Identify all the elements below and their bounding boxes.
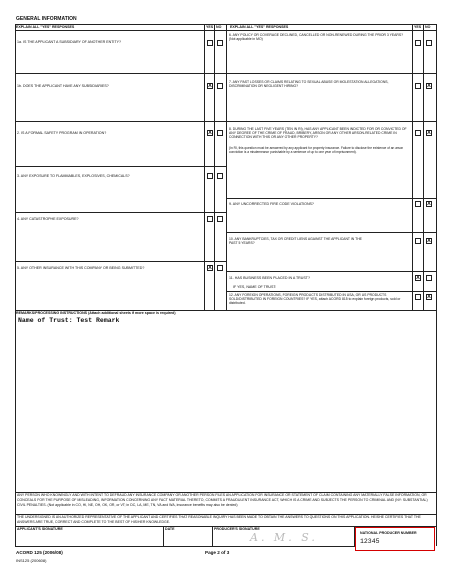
- left-column-header: EXPLAIN ALL "YES" RESPONSES: [16, 25, 75, 29]
- q7-yes-checkbox[interactable]: [415, 83, 421, 89]
- certification-text: THE UNDERSIGNED IS AN AUTHORIZED REPRESENTATIVE OF THE APPLICANT AND CERTIFIES THAT REASONABLE INQUIRY HAS BEEN MADE TO OBTAIN THE ANSWERS TO QUESTIONS ON THIS APPLICATION. HE/SHE CERTIFIES THAT THE ANSWERS ARE TRUE, CORRECT AND COMPLETE TO THE BEST OF HIS/HER KNOWLEDGE.: [17, 515, 421, 524]
- question-6: 6. ANY POLICY OR COVERAGE DECLINED, CANCELLED OR NON-RENEWED DURING THE PRIOR 3 YEARS? (Not applicable in MO): [229, 33, 404, 42]
- no-header-right: NO: [425, 25, 431, 29]
- q3-no-checkbox[interactable]: [217, 173, 223, 179]
- q4-no-checkbox[interactable]: [217, 216, 223, 222]
- q2-no-checkbox[interactable]: [217, 130, 223, 136]
- national-producer-number[interactable]: 12345: [360, 538, 380, 545]
- q5-yes-checkbox[interactable]: [207, 265, 213, 271]
- yes-header-right: YES: [414, 25, 422, 29]
- q3-yes-checkbox[interactable]: [207, 173, 213, 179]
- question-10: 10. ANY BANKRUPTCIES, TAX OR CREDIT LIENS AGAINST THE APPLICANT IN THE PAST 5 YEARS?: [229, 237, 362, 246]
- remarks-label: REMARKS/PROCESSING INSTRUCTIONS (Attach additional sheets if more space is required): [16, 311, 176, 315]
- applicant-signature-label: APPLICANT'S SIGNATURE: [17, 527, 63, 531]
- date-label: DATE: [165, 527, 175, 531]
- trust-name-label: IF YES, NAME OF TRUST:: [233, 285, 277, 289]
- q9-yes-checkbox[interactable]: [415, 201, 421, 207]
- q1a-yes-checkbox[interactable]: [207, 40, 213, 46]
- q1a-no-checkbox[interactable]: [217, 40, 223, 46]
- question-12: 12. ANY FOREIGN OPERATIONS, FOREIGN PRODUCTS DISTRIBUTED IN USA, OR US PRODUCTS SOLD/DISTRIBUTED IN FOREIGN COUNTRIES? IF YES, attach ACORD 815 to explain foreign products, sold or distributed.: [229, 293, 401, 306]
- producer-signature: A. M. S.: [250, 531, 318, 544]
- remarks-value[interactable]: Name of Trust: Test Remark: [18, 317, 120, 324]
- q12-no-checkbox[interactable]: [426, 294, 432, 300]
- q2-yes-checkbox[interactable]: [207, 130, 213, 136]
- national-producer-number-label: NATIONAL PRODUCER NUMBER: [360, 531, 417, 535]
- question-1b: 1b. DOES THE APPLICANT HAVE ANY SUBSIDIARIES?: [17, 84, 109, 88]
- q4-yes-checkbox[interactable]: [207, 216, 213, 222]
- form-id: ACORD 125 (2006/08): [16, 550, 63, 555]
- q12-yes-checkbox[interactable]: [415, 294, 421, 300]
- page-number: Page 2 of 3: [205, 550, 230, 555]
- question-8-note: (In RI, this question must be answered by any applicant for property insurance. Failure to disclose the existence of an arson conviction is a misdemeanor punishable by a sentence of up to one year of imprisonment).: [229, 146, 404, 155]
- q1b-yes-checkbox[interactable]: [207, 83, 213, 89]
- question-7: 7. ANY PAST LOSSES OR CLAIMS RELATING TO SEXUAL ABUSE OR MOLESTATION ALLEGATIONS, DISCRIMINATION OR NEGLIGENT HIRING?: [229, 80, 389, 89]
- question-11: 11. HAS BUSINESS BEEN PLACED IN A TRUST?: [229, 276, 310, 280]
- form-code: INS125 (200608): [16, 558, 47, 563]
- question-9: 9. ANY UNCORRECTED FIRE CODE VIOLATIONS?: [229, 202, 314, 206]
- q9-no-checkbox[interactable]: [426, 201, 432, 207]
- q10-yes-checkbox[interactable]: [415, 238, 421, 244]
- q6-yes-checkbox[interactable]: [415, 40, 421, 46]
- q10-no-checkbox[interactable]: [426, 238, 432, 244]
- producer-signature-label: PRODUCER'S SIGNATURE: [214, 527, 260, 531]
- question-5: 5. ANY OTHER INSURANCE WITH THIS COMPANY OR BEING SUBMITTED?: [17, 266, 145, 270]
- no-header-left: NO: [216, 25, 222, 29]
- q8-no-checkbox[interactable]: [426, 130, 432, 136]
- right-column-header: EXPLAIN ALL "YES" RESPONSES: [230, 25, 289, 29]
- section-title: GENERAL INFORMATION: [16, 16, 77, 22]
- q6-no-checkbox[interactable]: [426, 40, 432, 46]
- question-2: 2. IS A FORMAL SAFETY PROGRAM IN OPERATION?: [17, 131, 107, 135]
- q1b-no-checkbox[interactable]: [217, 83, 223, 89]
- q11-no-checkbox[interactable]: [426, 275, 432, 281]
- question-1a: 1a. IS THE APPLICANT A SUBSIDIARY OF ANOTHER ENTITY?: [17, 40, 121, 44]
- fraud-notice: ANY PERSON WHO KNOWINGLY AND WITH INTENT TO DEFRAUD ANY INSURANCE COMPANY OR ANOTHER PERSON FILES AN APPLICATION FOR INSURANCE OR STATEMENT OF CLAIM CONTAINING ANY MATERIALLY FALSE INFORMATION, OR CONCEALS FOR THE PURPOSE OF MISLEADING, INFORMATION CONCERNING ANY FACT MATERIAL THERETO, COMMITS A FRAUDULENT INSURANCE ACT, WHICH IS A CRIME AND SUBJECTS THE PERSON TO CRIMINAL AND (NY: SUBSTANTIAL) CIVIL PENALTIES. (Not applicable in CO, HI, NE, OH, OK, OR, or VT; in DC, LA, ME, TN, VA and WA, insurance benefits may also be denied): [17, 493, 428, 507]
- q5-no-checkbox[interactable]: [217, 265, 223, 271]
- yes-header-left: YES: [206, 25, 214, 29]
- q11-yes-checkbox[interactable]: [415, 275, 421, 281]
- q8-yes-checkbox[interactable]: [415, 130, 421, 136]
- question-3: 3. ANY EXPOSURE TO FLAMMABLES, EXPLOSIVES, CHEMICALS?: [17, 174, 130, 178]
- question-8: 8. DURING THE LAST FIVE YEARS (TEN IN RI), HAS ANY APPLICANT BEEN INDICTED FOR OR CONVICTED OF ANY DEGREE OF THE CRIME OF FRAUD, BRIBERY, ARSON OR ANY OTHER ARSON-RELATED CRIME IN CONNECTION WITH THIS OR ANY OTHER PROPERTY?: [229, 127, 407, 140]
- q7-no-checkbox[interactable]: [426, 83, 432, 89]
- highlight-box: [355, 527, 435, 551]
- question-4: 4. ANY CATASTROPHE EXPOSURE?: [17, 217, 79, 221]
